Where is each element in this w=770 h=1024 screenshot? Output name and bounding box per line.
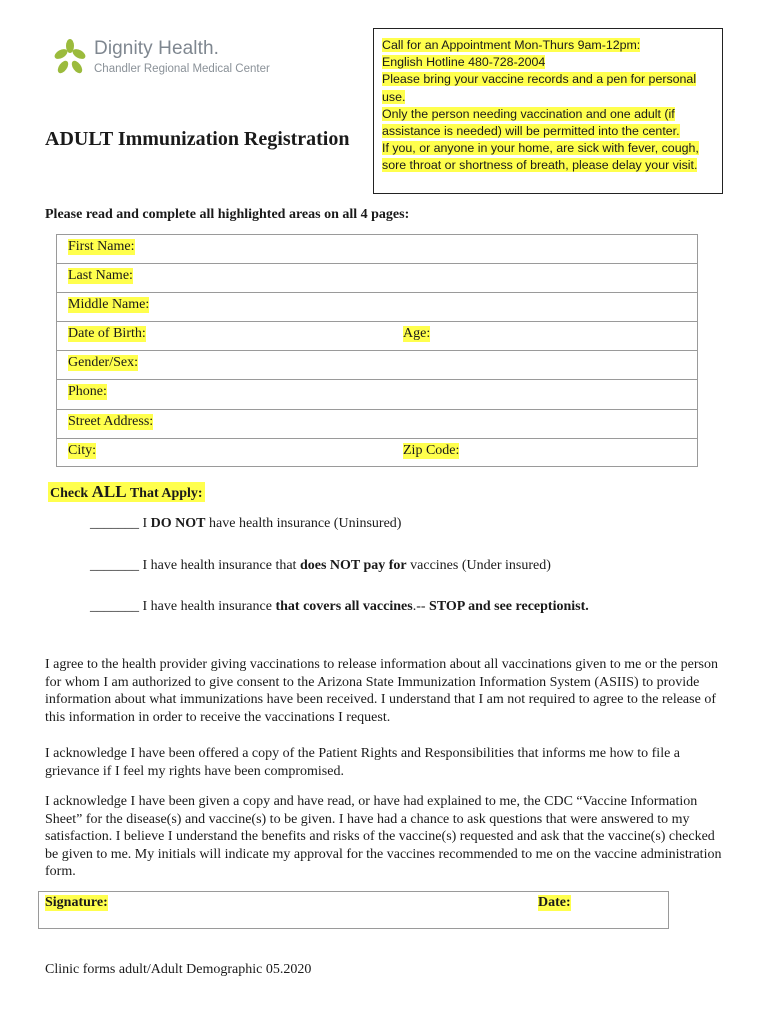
notice-appointment: Call for an Appointment Mon-Thurs 9am-12pm: [382,38,641,52]
option-blank[interactable]: _______ [90,558,139,573]
check-suffix: That Apply: [126,486,203,501]
gender-field[interactable] [57,351,697,380]
date-label: Date: [538,895,571,910]
page-title: ADULT Immunization Registration [45,128,350,150]
last-name-field[interactable] [57,264,697,293]
logo-name: Dignity Health. [94,38,220,59]
signature-box[interactable] [38,891,669,929]
option-text: .-- [412,599,430,614]
dob-age-row[interactable] [57,322,697,351]
dignity-health-logo [52,36,270,84]
footer-form-id: Clinic forms adult/Adult Demographic 05.2020 [45,962,312,977]
notice-box [373,28,723,194]
option-underinsured[interactable] [90,558,551,574]
paragraph-text: I acknowledge I have been offered a copy of the Patient Rights and Responsibilities that informs me how to file a grievance if I feel my rights have been compromised. [45,746,681,779]
option-text: I [139,516,151,531]
middle-name-label: Middle Name: [68,297,150,313]
option-bold: that covers all vaccines [275,599,413,614]
first-name-field[interactable] [57,235,697,264]
middle-name-field[interactable] [57,293,697,322]
phone-field[interactable] [57,380,697,409]
phone-label: Phone: [68,384,107,400]
paragraph-text: I agree to the health provider giving vaccinations to release information about all vaccinations given to me or the person for whom I am authorized to give consent to the Arizona State Immunization Information System (ASIIS) to provide information about what immunizations have been received. I understand that I am not required to agree to the release of this information in order to receive the vaccinations I request. [45,657,718,725]
option-bold: DO NOT [150,516,206,531]
zip-code-label: Zip Code: [403,442,460,458]
logo-subtitle: Chandler Regional Medical Center [94,63,270,75]
paragraph-text: I acknowledge I have been given a copy and have read, or have had explained to me, the CDC “Vaccine Information Sheet” for the disease(s) and vaccine(s) to be given. I have had a chance to ask questions that were answered to my satisfaction. I believe I understand the benefits and risks of the vaccine(s) requested and ask that the vaccine(s) checked be given to me. My initials will indicate my approval for the vaccines recommended to me on the vaccine administration form. [45,794,722,879]
consent-paragraph-vis [45,793,725,881]
option-text: have health insurance (Uninsured) [205,516,402,531]
option-stop: STOP and see receptionist. [429,599,589,614]
notice-sickness: If you, or anyone in your home, are sick with fever, cough, sore throat or shortness of breath, please delay your visit. [382,141,699,173]
option-text: I have health insurance that [139,558,300,573]
option-uninsured[interactable] [90,516,401,532]
first-name-label: First Name: [68,239,135,254]
check-prefix: Check [50,486,92,501]
consent-paragraph-rights [45,745,725,780]
dob-label: Date of Birth: [68,326,146,342]
option-blank[interactable]: _______ [90,516,139,531]
gender-label: Gender/Sex: [68,355,138,371]
instructions: Please read and complete all highlighted areas on all 4 pages: [45,207,410,222]
option-covered[interactable] [90,599,589,615]
dignity-health-flower-icon [52,36,88,80]
option-text: vaccines (Under insured) [406,558,551,573]
notice-attendance: Only the person needing vaccination and one adult (if assistance is needed) will be permitted into the center. [382,106,680,139]
city-label: City: [68,442,97,458]
option-bold: does NOT pay for [299,558,407,573]
consent-paragraph-asiis [45,656,725,726]
signature-label: Signature: [45,895,108,910]
age-label: Age: [403,326,431,342]
notice-hotline: English Hotline 480-728-2004 [382,55,546,70]
check-all-word: ALL [91,482,127,501]
street-address-label: Street Address: [68,413,154,429]
city-zip-row[interactable] [57,439,697,468]
demographics-table [56,234,698,467]
option-blank[interactable]: _______ [90,599,139,614]
check-all-heading [48,482,205,502]
last-name-label: Last Name: [68,268,133,284]
option-text: I have health insurance [139,599,276,614]
notice-records: Please bring your vaccine records and a pen for personal use. [382,72,697,104]
street-address-field[interactable] [57,410,697,439]
